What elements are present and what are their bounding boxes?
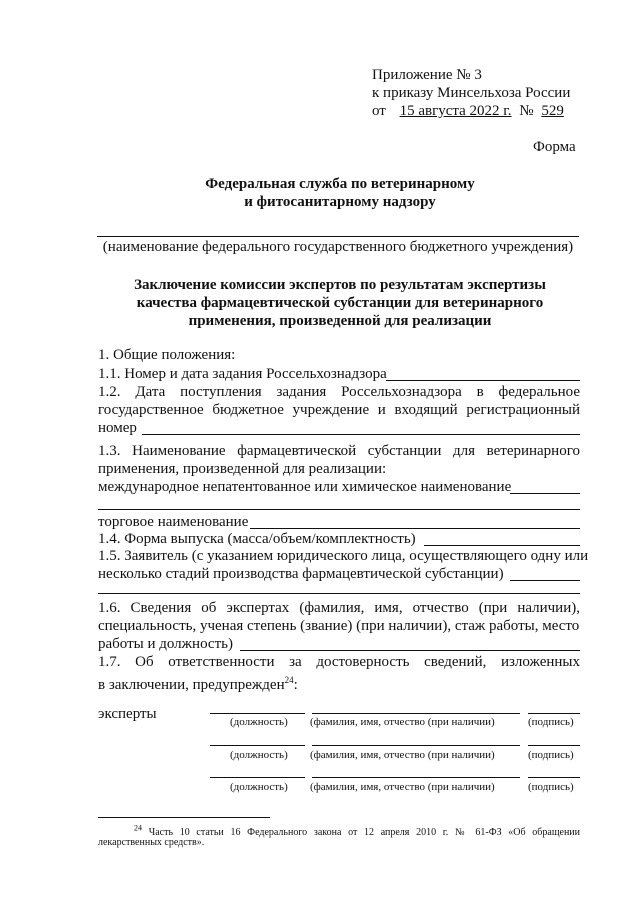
- agency-name-line1: Федеральная служба по ветеринарному: [205, 176, 475, 192]
- trade-name-field[interactable]: [250, 528, 580, 529]
- section-1-7-text: в заключении, предупрежден: [98, 677, 285, 693]
- institution-name-field[interactable]: [97, 236, 579, 237]
- inn-name-field[interactable]: [510, 493, 580, 494]
- applicant-field-continued[interactable]: [98, 593, 580, 594]
- section-1-3-line1: 1.3. Наименование фармацевтической субстанции для ветеринарного: [98, 443, 580, 459]
- order-date-prefix: от: [372, 103, 386, 119]
- section-1-7-line1: 1.7. Об ответственности за достоверность сведений, изложенных: [98, 654, 580, 670]
- expert-3-position-field[interactable]: [210, 777, 305, 778]
- expert-3-signature-field[interactable]: [528, 777, 580, 778]
- institution-caption: (наименование федерального государственного бюджетного учреждения): [102, 239, 574, 255]
- appendix-number: Приложение № 3: [372, 67, 482, 83]
- expert-2-signature-field[interactable]: [528, 745, 580, 746]
- expert-3-name-field[interactable]: [312, 777, 520, 778]
- order-reference: к приказу Минсельхоза России: [372, 85, 571, 101]
- expert-2-name-caption: (фамилия, имя, отчество (при наличии): [310, 749, 495, 761]
- experts-info-field[interactable]: [240, 650, 580, 651]
- document-title-line2: качества фармацевтической субстанции для ветеринарного: [136, 295, 544, 311]
- section-1-7-colon: :: [293, 677, 298, 693]
- order-number-label: №: [519, 103, 534, 119]
- expert-2-position-caption: (должность): [230, 749, 288, 761]
- expert-1-name-caption: (фамилия, имя, отчество (при наличии): [310, 716, 495, 728]
- order-number: 529: [541, 103, 564, 119]
- section-1-1-label: 1.1. Номер и дата задания Россельхознадзора: [98, 366, 387, 382]
- expert-1-signature-field[interactable]: [528, 713, 580, 714]
- footnote-reference: 24: [284, 675, 294, 685]
- applicant-field[interactable]: [510, 580, 580, 581]
- section-1-3-line3: международное непатентованное или химическое наименование: [98, 479, 512, 495]
- registration-number-field[interactable]: [142, 434, 580, 435]
- agency-name-line2: и фитосанитарному надзору: [244, 194, 436, 210]
- expert-2-position-field[interactable]: [210, 745, 305, 746]
- section-1-7-line2: [98, 671, 298, 694]
- document-title-line3: применения, произведенной для реализации: [188, 313, 492, 329]
- expert-1-name-field[interactable]: [312, 713, 520, 714]
- experts-label: эксперты: [98, 706, 157, 722]
- expert-2-name-field[interactable]: [312, 745, 520, 746]
- section-1-5-line2: несколько стадий производства фармацевтической субстанции): [98, 566, 504, 582]
- inn-name-field-continued[interactable]: [98, 509, 580, 510]
- form-label: Форма: [533, 139, 576, 155]
- section-1-6-line2: специальность, ученая степень (звание) (при наличии), стаж работы, место: [98, 618, 580, 634]
- section-1-2-line1: 1.2. Дата поступления задания Россельхознадзора в федеральное: [98, 384, 580, 400]
- task-number-date-field[interactable]: [386, 380, 580, 381]
- section-1-2-line2: государственное бюджетное учреждение и входящий регистрационный: [98, 402, 580, 418]
- expert-3-signature-caption: (подпись): [528, 781, 574, 793]
- expert-3-position-caption: (должность): [230, 781, 288, 793]
- trade-name-label: торговое наименование: [98, 514, 249, 530]
- expert-1-position-caption: (должность): [230, 716, 288, 728]
- expert-3-name-caption: (фамилия, имя, отчество (при наличии): [310, 781, 495, 793]
- footnote-text: Часть 10 статьи 16 Федерального закона от 12 апреля 2010 г. № 61-ФЗ «Об обращении: [148, 827, 581, 839]
- section-1-3-line2: применения, произведенной для реализации:: [98, 461, 387, 477]
- section-1-6-line1: 1.6. Сведения об экспертах (фамилия, имя, отчество (при наличии),: [98, 600, 580, 616]
- footnote-separator: [98, 817, 270, 818]
- order-date: 15 августа 2022 г.: [399, 103, 512, 119]
- footnote-mark: 24: [134, 824, 142, 833]
- section-1-5-line1: 1.5. Заявитель (с указанием юридического лица, осуществляющего одну или: [98, 548, 589, 564]
- document-title-line1: Заключение комиссии экспертов по результатам экспертизы: [134, 277, 546, 293]
- footnote-line2: лекарственных средств».: [98, 837, 205, 848]
- section-1-6-line3: работы и должность): [98, 636, 233, 652]
- release-form-field[interactable]: [424, 545, 580, 546]
- section-1-4-label: 1.4. Форма выпуска (масса/объем/комплектность): [98, 531, 416, 547]
- expert-1-signature-caption: (подпись): [528, 716, 574, 728]
- expert-2-signature-caption: (подпись): [528, 749, 574, 761]
- section-1-heading: 1. Общие положения:: [98, 347, 236, 363]
- expert-1-position-field[interactable]: [210, 713, 305, 714]
- order-date-line: [372, 102, 564, 120]
- section-1-2-line3: номер: [98, 420, 137, 436]
